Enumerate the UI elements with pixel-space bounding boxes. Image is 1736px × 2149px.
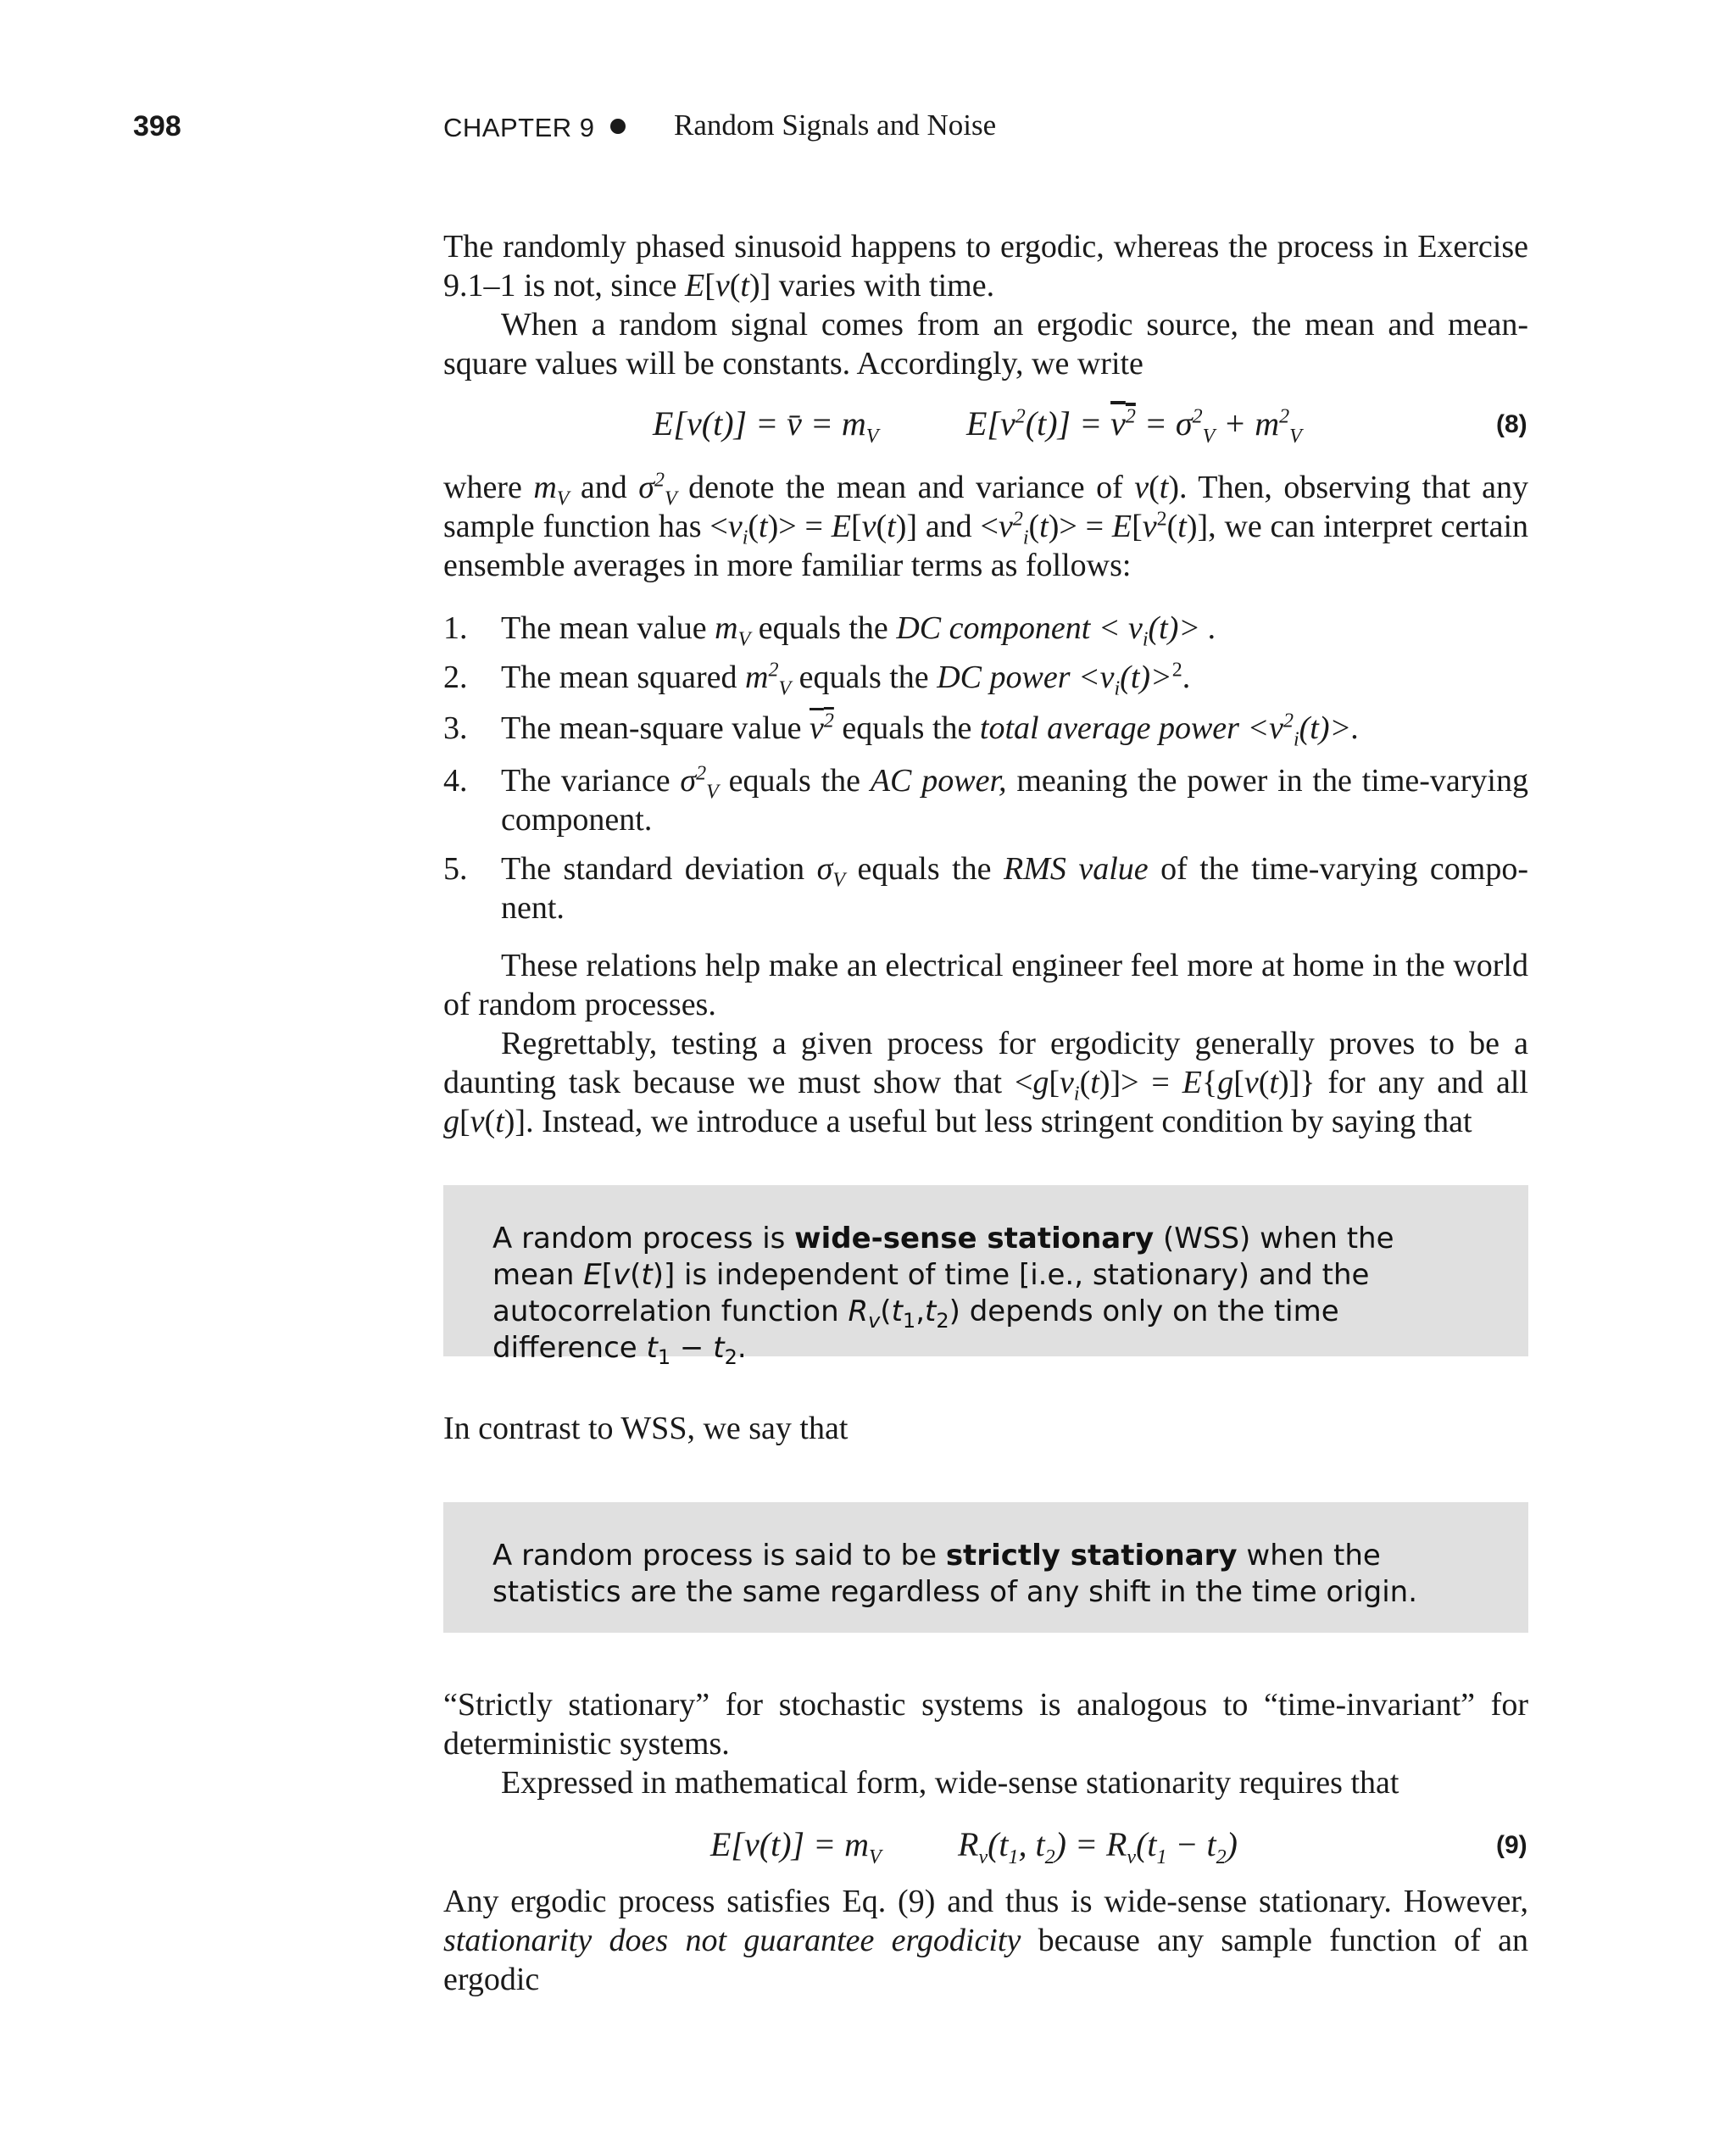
list-item: 2. The mean squared $m^2_V$ equals the DC power $<v_i(t)>^2$. xyxy=(443,659,1191,700)
chapter-title: Random Signals and Noise xyxy=(674,109,997,142)
list-item: 5. The standard deviation $\sigma_V$ equals the RMS value of the time-varying compo-nent. xyxy=(443,851,1528,926)
list-item: 1. The mean value $m_V$ equals the DC component < $v_i(t)>$ . xyxy=(443,610,1217,651)
definition-box-wss: A random process is wide-sense stationary (WSS) when the mean E[v(t)] is independent of time [i.e., stationary) and the autocorrelation function $R_v(t_1,t_2)$ depends only on the time difference $t_1 - t_2$. xyxy=(443,1185,1528,1356)
equation-8-number: (8) xyxy=(1496,410,1527,438)
equation-9-right: $R_v(t_1$, $t_2) = R_v(t_1 - t_2)$ xyxy=(958,1825,1238,1868)
definition-box-strict: A random process is said to be strictly stationary when the statistics are the same regardless of any shift in the time origin. xyxy=(443,1502,1528,1633)
equation-9-number: (9) xyxy=(1496,1831,1527,1859)
paragraph-5: Regrettably, testing a given process for ergodicity generally proves to be a daunting task because we must show that $<g[v_i(t)]> = E\{g[v(t)]\}$ for any and all g[v(t)]. Instead, we introduce a useful but less stringent condition by saying that xyxy=(443,1026,1528,1139)
paragraph-7: “Strictly stationary” for stochastic systems is analogous to “time-invariant” for deterministic systems. Expressed in mathematical form, wide-sense stationarity requires that xyxy=(443,1687,1528,1801)
paragraph-2: When a random signal comes from an ergodic source, the mean and mean-square values will be constants. Accordingly, we write xyxy=(443,307,1528,381)
equation-8-left: E[v(t)] = v̄ = $m_V$ xyxy=(653,404,879,448)
list-item: 4. The variance $\sigma^2_V$ equals the AC power, meaning the power in the time-varying component. xyxy=(443,762,1528,838)
paragraph-3: where $m_V$ and $\sigma^2_V$ denote the mean and variance of v(t). Then, observing that any sample function has $<v_i(t)> = E[v(t)]$ and $<v^2_i(t)> = E[v^2(t)]$, we can interpret certain ensemble averages in more familiar terms as follows: xyxy=(443,469,1528,583)
paragraph-8: Expressed in mathematical form, wide-sense stationarity requires that xyxy=(501,1765,1399,1801)
equation-9-left: $E[v(t)] = m_V$ xyxy=(710,1825,882,1868)
paragraph-1: The randomly phased sinusoid happens to ergodic, whereas the process in Exercise 9.1–1 is not, since E[v(t)] varies with time. When a random signal comes from an ergodic source, the mean and mean-square values will be constants. Accordingly, we write xyxy=(443,229,1528,381)
list-item: 3. The mean-square value $v^2$ equals the total average power $<v^2_i(t)>$. xyxy=(443,710,1360,751)
header-bullet-icon xyxy=(610,119,626,134)
paragraph-9: Any ergodic process satisfies Eq. (9) and thus is wide-sense stationary. However, stationarity does not guarantee ergodicity because any sample function of an ergodic xyxy=(443,1884,1528,1997)
chapter-label: CHAPTER 9 xyxy=(443,113,595,142)
page-number: 398 xyxy=(133,110,181,142)
paragraph-6: In contrast to WSS, we say that xyxy=(443,1411,849,1446)
paragraph-4: These relations help make an electrical engineer feel more at home in the world of random processes. Regrettably, testing a given process for ergodicity generally proves to be a daunting task because we must show that $<g[v_i(t)]> = E\{g[v(t)]\}$ for any and all g[v(t)]. Instead, we introduce a useful but less stringent condition by saying that xyxy=(443,948,1528,1139)
equation-8-right: $E[v^2(t)] = v^2 = \sigma^2_V + m^2_V$ xyxy=(966,404,1302,448)
